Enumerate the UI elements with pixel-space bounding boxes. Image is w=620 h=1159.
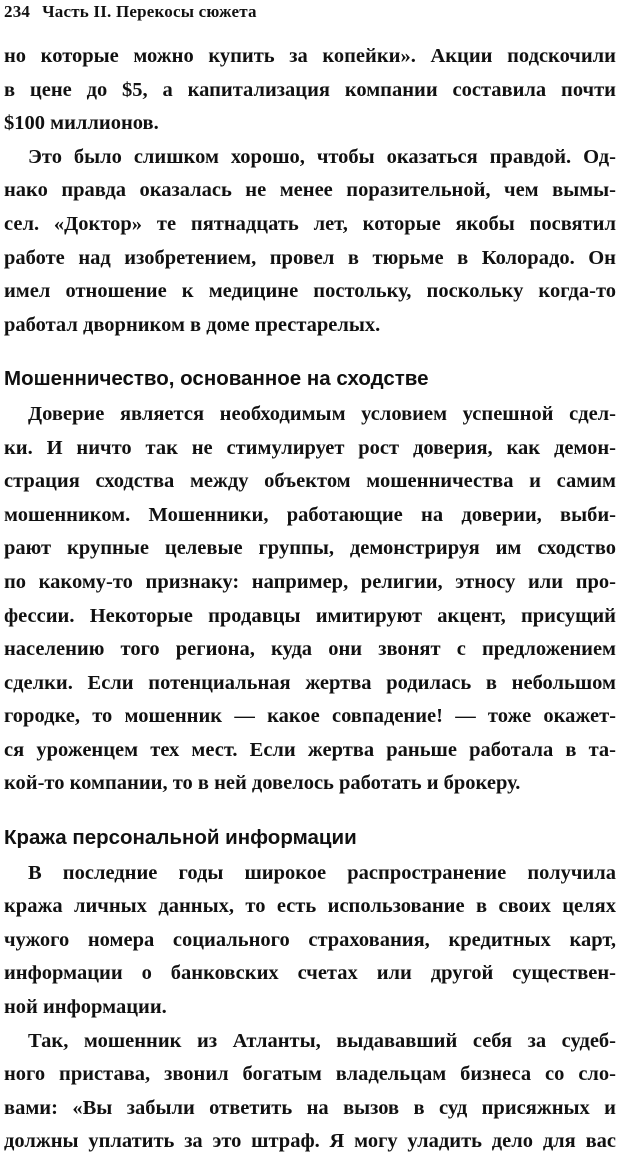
paragraph xyxy=(4,40,616,141)
text-line: Так, мошенник из Атланты, выдававший себя за судеб- xyxy=(28,1029,616,1052)
text-line: чужого номера социального страхования, кредитных карт, xyxy=(4,928,616,951)
section-heading: Мошенничество, основанное на сходстве xyxy=(4,367,429,391)
paragraph xyxy=(4,1025,616,1159)
text-line: сделки. Если потенциальная жертва родилась в небольшом xyxy=(4,671,616,694)
text-line: должны уплатить за это штраф. Я могу уладить дело для вас xyxy=(4,1130,616,1153)
text-line: В последние годы широкое распространение получила xyxy=(28,861,616,884)
text-line: имел отношение к медицине постольку, поскольку когда-то xyxy=(4,280,616,303)
text-line: сел. «Доктор» те пятнадцать лет, которые якобы посвятил xyxy=(4,212,616,235)
text-line: ной информации. xyxy=(4,996,167,1019)
text-line: городке, то мошенник — какое совпадение! — тоже окажет- xyxy=(4,705,616,728)
text-line: фессии. Некоторые продавцы имитируют акцент, присущий xyxy=(4,604,616,627)
page-number: 234 xyxy=(4,2,31,21)
text-line: но которые можно купить за копейки». Акции подскочили xyxy=(4,45,616,67)
paragraph xyxy=(4,398,616,801)
text-line: в цене до $5, а капитализация компании составила почти xyxy=(4,78,616,101)
text-line: ки. И ничто так не стимулирует рост доверия, как демон- xyxy=(4,436,616,459)
text-line: кой-то компании, то в ней довелось работать и брокеру. xyxy=(4,772,521,795)
paragraph xyxy=(4,141,616,343)
paragraph xyxy=(4,857,616,1025)
text-line: работал дворником в доме престарелых. xyxy=(4,313,381,336)
text-line: ного пристава, звонил богатым владельцам бизнеса со сло- xyxy=(4,1063,616,1086)
text-line: кража личных данных, то есть использование в своих целях xyxy=(4,895,616,918)
text-line: мошенником. Мошенники, работающие на доверии, выби- xyxy=(4,503,616,526)
text-line: Доверие является необходимым условием успешной сдел- xyxy=(28,402,616,425)
text-line: работе над изобретением, провел в тюрьме в Колорадо. Он xyxy=(4,246,616,269)
text-line: страция сходства между объектом мошенничества и самим xyxy=(4,470,616,493)
text-line: Это было слишком хорошо, чтобы оказаться правдой. Од- xyxy=(28,145,616,168)
text-line: нако правда оказалась не менее поразительной, чем вымы- xyxy=(4,179,616,202)
section-heading: Кража персональной информации xyxy=(4,826,357,850)
text-line: информации о банковских счетах или другой существен- xyxy=(4,962,616,985)
body-text xyxy=(4,40,616,1159)
text-line: ся уроженцем тех мест. Если жертва раньше работала в та- xyxy=(4,738,616,761)
text-line: населению того региона, куда они звонят с предложением xyxy=(4,638,616,661)
text-line: вами: «Вы забыли ответить на вызов в суд присяжных и xyxy=(4,1096,616,1119)
running-header xyxy=(4,2,257,22)
text-line: рают крупные целевые группы, демонстрируя им сходство xyxy=(4,537,616,560)
text-line: по какому-то признаку: например, религии, этносу или про- xyxy=(4,570,616,593)
text-line: $100 миллионов. xyxy=(4,112,159,135)
running-title: Часть II. Перекосы сюжета xyxy=(42,2,257,21)
